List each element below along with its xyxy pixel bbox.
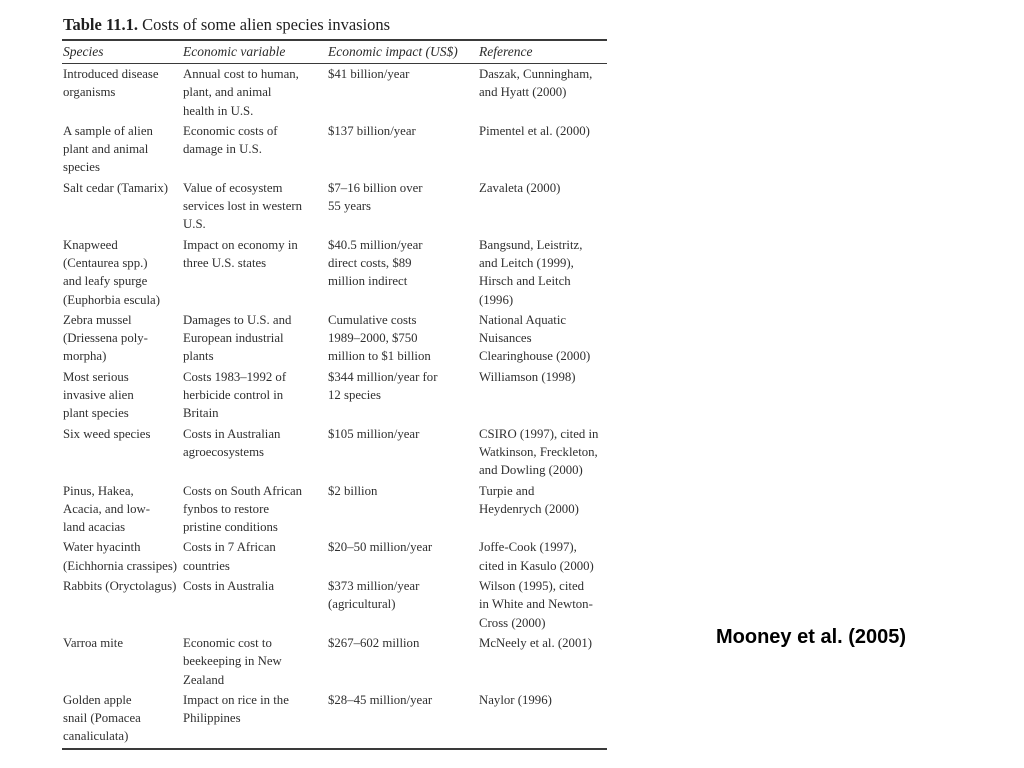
cell-economic-impact (328, 425, 479, 480)
cell-reference (479, 311, 608, 366)
cell-line: and Dowling (2000) (479, 463, 583, 478)
cell-species (62, 577, 183, 632)
cell-line: $41 billion/year (328, 67, 410, 81)
cell-line: and Leitch (1999), (479, 255, 574, 270)
cell-line: Bangsund, Leistritz, (479, 237, 583, 252)
cell-species (62, 691, 183, 746)
cell-line: Damages to U.S. and (183, 312, 292, 327)
cell-line: Golden apple (63, 692, 132, 707)
cell-line: Costs in Australia (183, 579, 275, 594)
cell-line: Introduced disease (63, 67, 159, 81)
cell-line: direct costs, $89 (328, 255, 412, 270)
cell-line: Economic cost to (183, 635, 272, 650)
cell-species (62, 311, 183, 366)
cell-reference (479, 577, 608, 632)
cell-line: Impact on rice in the (183, 692, 289, 707)
header-species: Species (63, 44, 104, 59)
cell-line: Heydenrych (2000) (479, 501, 579, 516)
cell-economic-impact (328, 311, 479, 366)
cell-line: Value of ecosystem (183, 180, 283, 195)
table-row (62, 482, 607, 537)
cell-reference (479, 538, 608, 575)
table-caption (63, 14, 607, 36)
cell-economic-impact (328, 122, 479, 177)
cell-economic-variable (183, 311, 328, 366)
cell-line: $28–45 million/year (328, 692, 433, 707)
cell-line: $2 billion (328, 483, 378, 498)
cell-line: Costs 1983–1992 of (183, 369, 287, 384)
cell-line: (Euphorbia escula) (63, 292, 161, 307)
cell-economic-impact (328, 65, 479, 120)
cell-line: morpha) (63, 349, 107, 364)
cell-species (62, 368, 183, 423)
cell-line: 1989–2000, $750 (328, 331, 418, 346)
cell-line: U.S. (183, 217, 206, 232)
cell-line: $7–16 billion over (328, 180, 423, 195)
cell-line: CSIRO (1997), cited in (479, 426, 599, 441)
cell-reference (479, 425, 608, 480)
cell-line: canaliculata) (63, 729, 129, 744)
cell-economic-impact (328, 179, 479, 234)
cell-line: $105 million/year (328, 426, 420, 441)
cell-species (62, 179, 183, 234)
cell-line: Wilson (1995), cited (479, 579, 585, 594)
cell-economic-variable (183, 482, 328, 537)
cell-line: Varroa mite (63, 635, 124, 650)
cell-line: Six weed species (63, 426, 151, 441)
cell-line: cited in Kasulo (2000) (479, 558, 594, 573)
cell-line: plant species (63, 406, 129, 421)
cell-economic-impact (328, 577, 479, 632)
cell-line: McNeely et al. (2001) (479, 635, 592, 650)
cell-economic-impact (328, 482, 479, 537)
cell-line: European industrial (183, 331, 284, 346)
table-body (62, 65, 607, 746)
cell-line: Nuisances (479, 331, 532, 346)
cell-species (62, 538, 183, 575)
cell-line: herbicide control in (183, 388, 284, 403)
cell-line: Clearinghouse (2000) (479, 349, 591, 364)
cell-economic-variable (183, 122, 328, 177)
cell-line: snail (Pomacea (63, 711, 141, 726)
cell-line: species (63, 160, 100, 175)
table-header (62, 41, 607, 63)
cell-line: $267–602 million (328, 635, 420, 650)
cell-economic-variable (183, 538, 328, 575)
cell-line: Knapweed (63, 237, 118, 252)
cell-line: (agricultural) (328, 597, 396, 612)
table-row (62, 577, 607, 632)
cell-line: 12 species (328, 388, 381, 403)
cell-reference (479, 65, 608, 120)
cell-line: Salt cedar (Tamarix) (63, 180, 168, 195)
cell-line: Cumulative costs (328, 312, 417, 327)
cell-economic-variable (183, 368, 328, 423)
table-row (62, 65, 607, 120)
cell-reference (479, 482, 608, 537)
cell-line: $137 billion/year (328, 123, 416, 138)
cell-line: Williamson (1998) (479, 369, 576, 384)
cell-line: Costs on South African (183, 483, 303, 498)
cell-line: (Driessena poly- (63, 331, 148, 346)
cell-economic-impact (328, 634, 479, 689)
cell-line: services lost in western (183, 199, 303, 214)
cell-line: agroecosystems (183, 444, 265, 459)
table-row (62, 538, 607, 575)
cell-line: beekeeping in New (183, 654, 282, 669)
cell-species (62, 634, 183, 689)
cell-line: Costs in Australian (183, 426, 281, 441)
cell-species (62, 122, 183, 177)
cell-line: $20–50 million/year (328, 540, 433, 555)
cell-economic-variable (183, 65, 328, 120)
cell-economic-variable (183, 179, 328, 234)
cell-line: Cross (2000) (479, 615, 546, 630)
cell-line: $373 million/year (328, 579, 420, 594)
header-economic-variable: Economic variable (183, 44, 286, 59)
table-row (62, 179, 607, 234)
cell-line: and Hyatt (2000) (479, 85, 567, 100)
cell-line: Acacia, and low- (63, 501, 151, 516)
cell-line: three U.S. states (183, 255, 267, 270)
cell-line: plant and animal (63, 142, 149, 157)
cell-economic-variable (183, 691, 328, 746)
cell-line: million to $1 billion (328, 349, 431, 364)
cell-line: Economic costs of (183, 123, 278, 138)
cell-line: land acacias (63, 520, 126, 535)
cell-species (62, 425, 183, 480)
cell-line: $40.5 million/year (328, 237, 423, 252)
cell-line: Zealand (183, 672, 225, 687)
table-row (62, 634, 607, 689)
table-row (62, 236, 607, 309)
table-header-rule (62, 63, 607, 64)
cell-line: (Eichhornia crassipes) (63, 558, 178, 573)
cell-reference (479, 236, 608, 309)
cell-species (62, 236, 183, 309)
cell-line: Naylor (1996) (479, 692, 552, 707)
cell-reference (479, 122, 608, 177)
table-number: Table 11.1. (63, 15, 139, 34)
table-row (62, 311, 607, 366)
cell-reference (479, 634, 608, 689)
cell-economic-impact (328, 538, 479, 575)
cell-economic-variable (183, 236, 328, 309)
table-title: Costs of some alien species invasions (142, 15, 391, 34)
cell-line: A sample of alien (63, 123, 153, 138)
cell-reference (479, 368, 608, 423)
cell-line: Watkinson, Freckleton, (479, 444, 598, 459)
cell-line: Rabbits (Oryctolagus) (63, 579, 177, 594)
cell-line: Most serious (63, 369, 129, 384)
cell-line: $344 million/year for (328, 369, 438, 384)
cell-line: Impact on economy in (183, 237, 298, 252)
header-reference: Reference (479, 44, 533, 59)
cell-economic-variable (183, 634, 328, 689)
cell-economic-impact (328, 236, 479, 309)
source-credit: Mooney et al. (2005) (716, 626, 907, 648)
cell-line: countries (183, 558, 230, 573)
cell-economic-variable (183, 425, 328, 480)
cell-line: invasive alien (63, 388, 134, 403)
table-row (62, 368, 607, 423)
cell-line: Pinus, Hakea, (63, 483, 134, 498)
cell-line: Annual cost to human, (183, 67, 299, 81)
cell-line: damage in U.S. (183, 142, 262, 157)
cell-line: plants (183, 349, 214, 364)
cell-reference (479, 179, 608, 234)
cell-line: Turpie and (479, 483, 535, 498)
cell-line: Water hyacinth (63, 540, 141, 555)
cell-line: health in U.S. (183, 103, 254, 118)
cell-economic-impact (328, 691, 479, 746)
cell-line: Costs in 7 African (183, 540, 276, 555)
cell-line: Daszak, Cunningham, (479, 67, 593, 81)
cell-line: fynbos to restore (183, 501, 270, 516)
cell-line: organisms (63, 85, 116, 100)
table-bottom-rule (62, 748, 607, 750)
cell-line: Philippines (183, 711, 241, 726)
table-row (62, 691, 607, 746)
cell-economic-impact (328, 368, 479, 423)
cell-line: (1996) (479, 292, 514, 307)
cell-economic-variable (183, 577, 328, 632)
cell-line: Hirsch and Leitch (479, 274, 571, 289)
cell-line: (Centaurea spp.) (63, 255, 148, 270)
cost-table (62, 14, 607, 750)
header-economic-impact: Economic impact (US$) (328, 44, 458, 59)
table-row (62, 122, 607, 177)
cell-line: National Aquatic (479, 312, 567, 327)
cell-species (62, 65, 183, 120)
cell-line: Zavaleta (2000) (479, 180, 561, 195)
cell-line: million indirect (328, 274, 408, 289)
cell-line: pristine conditions (183, 520, 278, 535)
cell-line: Joffe-Cook (1997), (479, 540, 577, 555)
cell-reference (479, 691, 608, 746)
table-row (62, 425, 607, 480)
cell-line: Pimentel et al. (2000) (479, 123, 590, 138)
cell-line: plant, and animal (183, 85, 272, 100)
cell-line: and leafy spurge (63, 274, 148, 289)
cell-line: in White and Newton- (479, 597, 593, 612)
cell-line: Zebra mussel (63, 312, 132, 327)
cell-line: Britain (183, 406, 219, 421)
cell-line: 55 years (328, 199, 371, 214)
cell-species (62, 482, 183, 537)
